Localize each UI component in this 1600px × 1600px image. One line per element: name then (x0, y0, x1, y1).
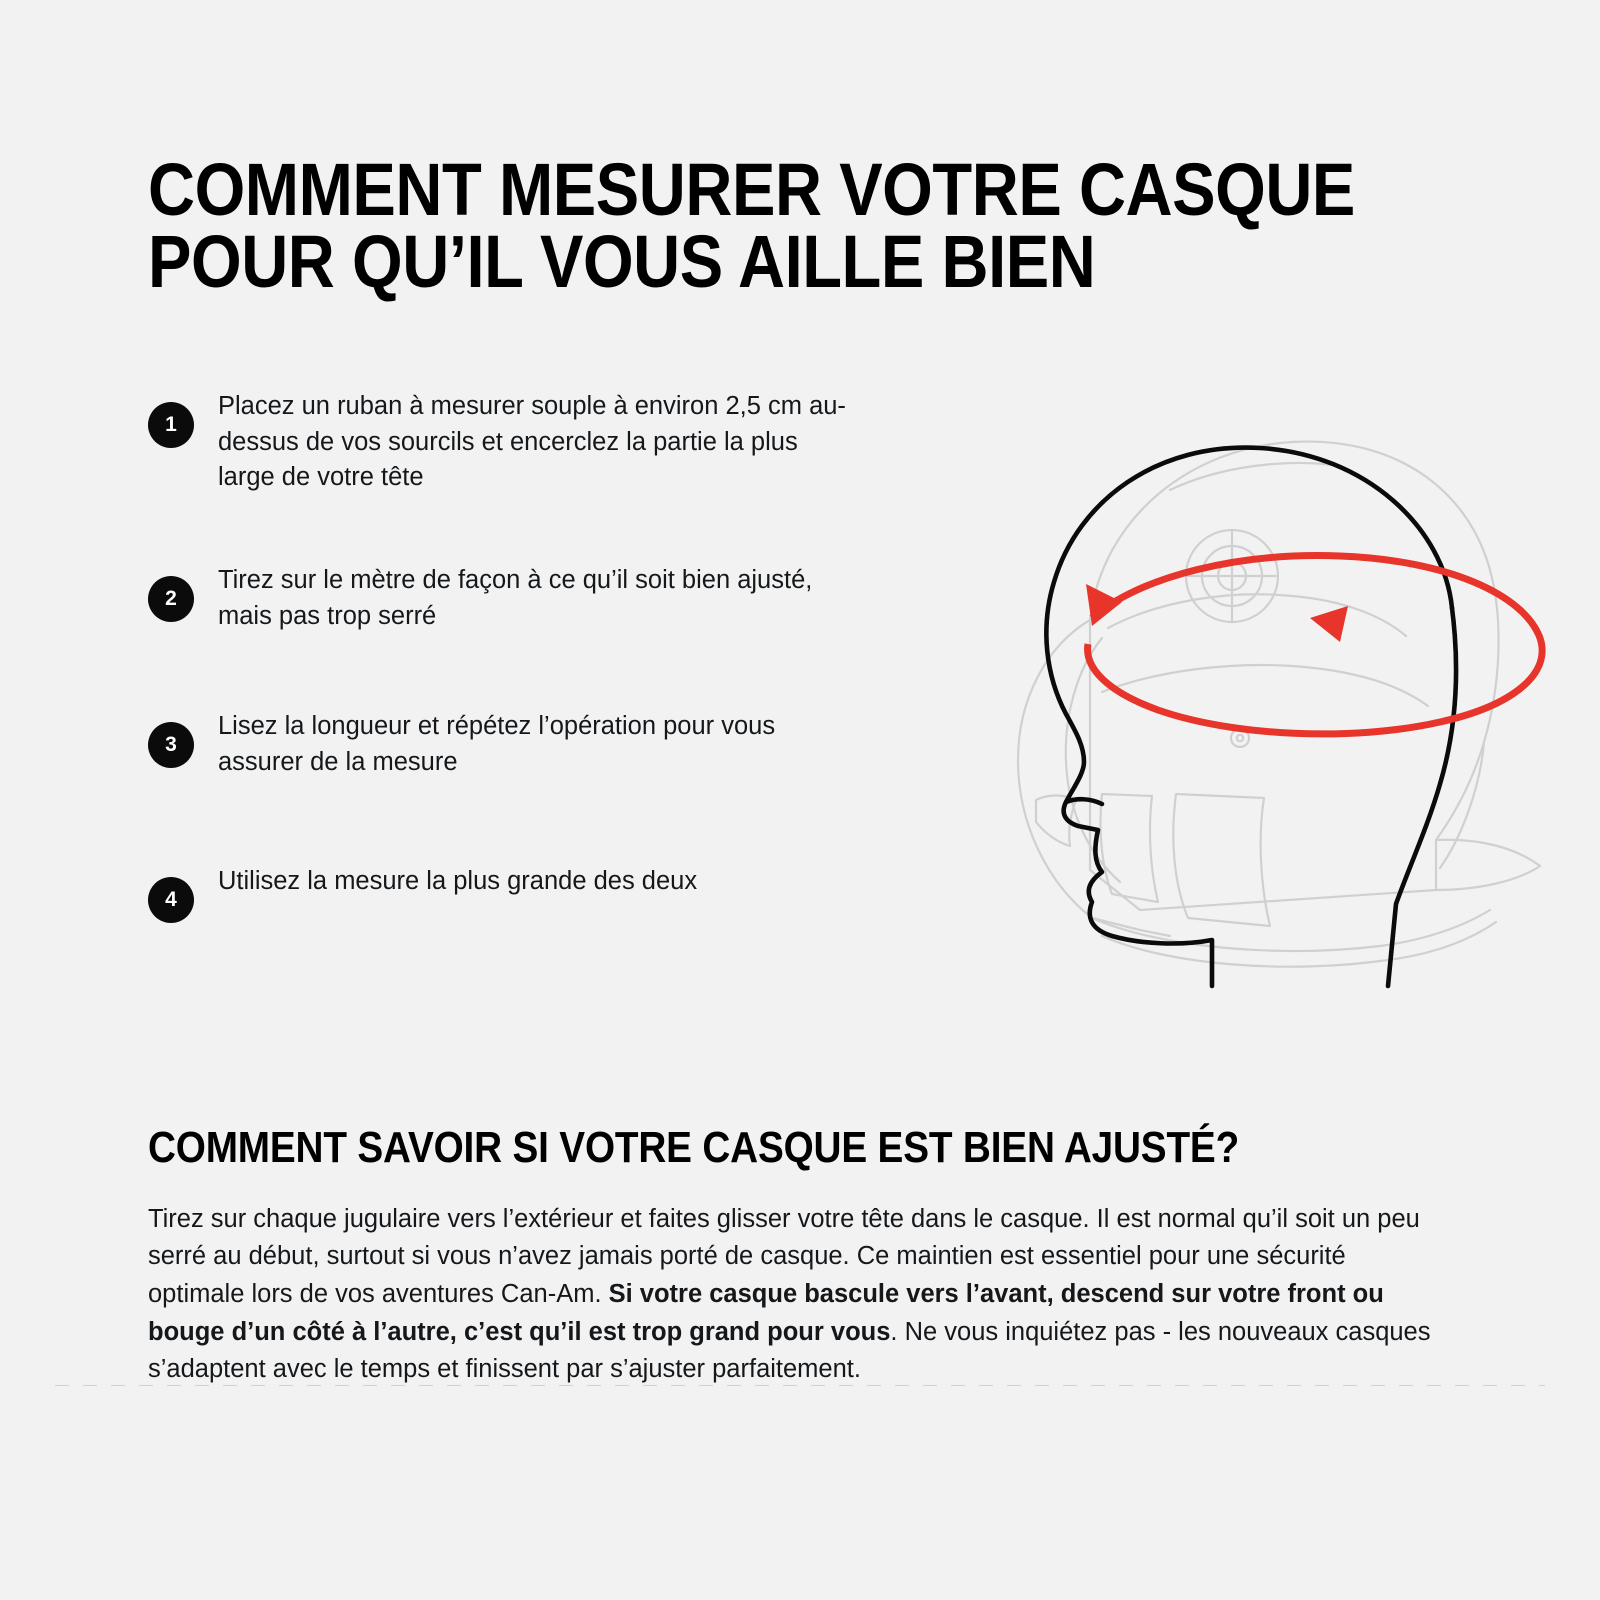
section-title: COMMENT SAVOIR SI VOTRE CASQUE EST BIEN AJUSTÉ? (148, 1122, 1240, 1172)
step-number-badge: 1 (148, 402, 194, 448)
list-item (148, 562, 868, 634)
page-title (148, 147, 1355, 304)
list-item (148, 388, 868, 496)
step-text: Placez un ruban à mesurer souple à environ 2,5 cm au-dessus de vos sourcils et encerclez la partie la plus large de votre tête (218, 392, 846, 492)
dotted-divider (55, 1385, 1545, 1386)
body-part-1: Tirez sur chaque jugulaire vers l’extérieur et faites glisser votre tête dans le casque. Il est normal qu’il soit un peu serré au début, surtout si vous n’avez jamais porté de casque. Ce maintien est essentiel pour une sécurité optimale lors de vos aventures Can-Am. (148, 1204, 1420, 1308)
measure-steps-list (148, 388, 868, 923)
step-text: Tirez sur le mètre de façon à ce qu’il soit bien ajusté, mais pas trop serré (218, 566, 813, 630)
body-paragraph (148, 1201, 1433, 1390)
helmet-illustration (840, 370, 1560, 1010)
list-item (148, 708, 868, 780)
body-part-2: . Ne vous inquiétez pas - les nouveaux casques s’adaptent avec le temps et finissent par s’ajuster parfaitement. (148, 1317, 1431, 1384)
step-text: Lisez la longueur et répétez l’opération pour vous assurer de la mesure (218, 712, 776, 777)
list-item (148, 863, 868, 923)
step-number-badge: 4 (148, 877, 194, 923)
step-number-badge: 2 (148, 576, 194, 622)
step-text: Utilisez la mesure la plus grande des deux (218, 866, 698, 895)
step-number-badge: 3 (148, 722, 194, 768)
page-title-line-2: POUR QU’IL VOUS AILLE BIEN (148, 220, 1096, 304)
body-bold-warning: Si votre casque bascule vers l’avant, descend sur votre front ou bouge d’un côté à l’autre, c’est qu’il est trop grand pour vous (148, 1279, 1384, 1346)
page-title-line-1: COMMENT MESURER VOTRE CASQUE (148, 147, 1355, 231)
